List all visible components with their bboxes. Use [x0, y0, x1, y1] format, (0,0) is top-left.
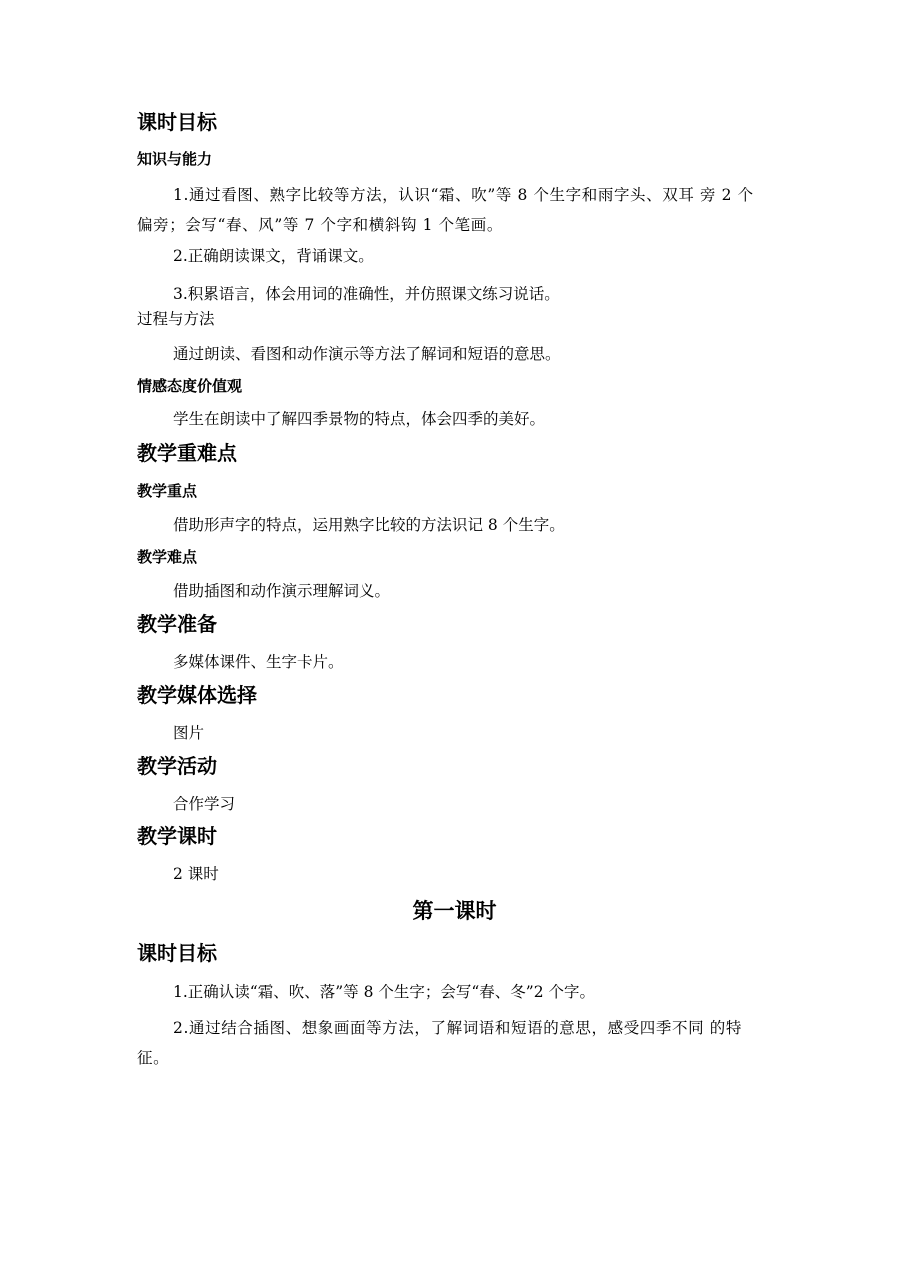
key-points-text: 借助形声字的特点，运用熟字比较的方法识记 8 个生字。 [173, 516, 565, 534]
subheading-knowledge-ability: 知识与能力 [137, 150, 213, 168]
section-heading-preparation: 教学准备 [137, 612, 217, 636]
lesson-one-goal-2: 2.通过结合插图、想象画面等方法，了解词语和短语的意思，感受四季不同 的特征。 [137, 1019, 742, 1067]
section-heading-lesson-one-goals: 课时目标 [137, 941, 217, 965]
difficult-points-text: 借助插图和动作演示理解词义。 [173, 582, 391, 600]
emotion-values-text: 学生在朗读中了解四季景物的特点，体会四季的美好。 [173, 410, 546, 428]
activity-text: 合作学习 [173, 795, 236, 813]
section-heading-activity: 教学活动 [137, 754, 217, 778]
section-heading-lesson-goals: 课时目标 [137, 110, 217, 134]
goal-item-1: 1.通过看图、熟字比较等方法，认识“霜、吹”等 8 个生字和雨字头、双耳 旁 2 个偏旁；会写“春、风”等 7 个字和横斜钩 1 个笔画。 [137, 186, 754, 234]
goal-item-2: 2.正确朗读课文，背诵课文。 [173, 247, 374, 265]
section-heading-key-difficult-points: 教学重难点 [137, 441, 237, 465]
subheading-difficult-points: 教学难点 [137, 548, 198, 566]
goal-item-3: 3.积累语言，体会用词的准确性，并仿照课文练习说话。 [173, 285, 560, 303]
lesson-one-heading: 第一课时 [412, 899, 497, 923]
process-method-text: 通过朗读、看图和动作演示等方法了解词和短语的意思。 [173, 345, 561, 363]
subheading-emotion-values: 情感态度价值观 [137, 377, 243, 395]
lesson-one-goal-1: 1.正确认读“霜、吹、落”等 8 个生字；会写“春、冬”2 个字。 [173, 983, 595, 1001]
subheading-process-method: 过程与方法 [137, 310, 215, 328]
section-heading-media: 教学媒体选择 [137, 683, 257, 707]
class-hours-text: 2 课时 [173, 865, 219, 883]
media-text: 图片 [173, 724, 205, 742]
preparation-text: 多媒体课件、生字卡片。 [173, 653, 344, 671]
subheading-key-points: 教学重点 [137, 482, 198, 500]
section-heading-class-hours: 教学课时 [137, 824, 217, 848]
